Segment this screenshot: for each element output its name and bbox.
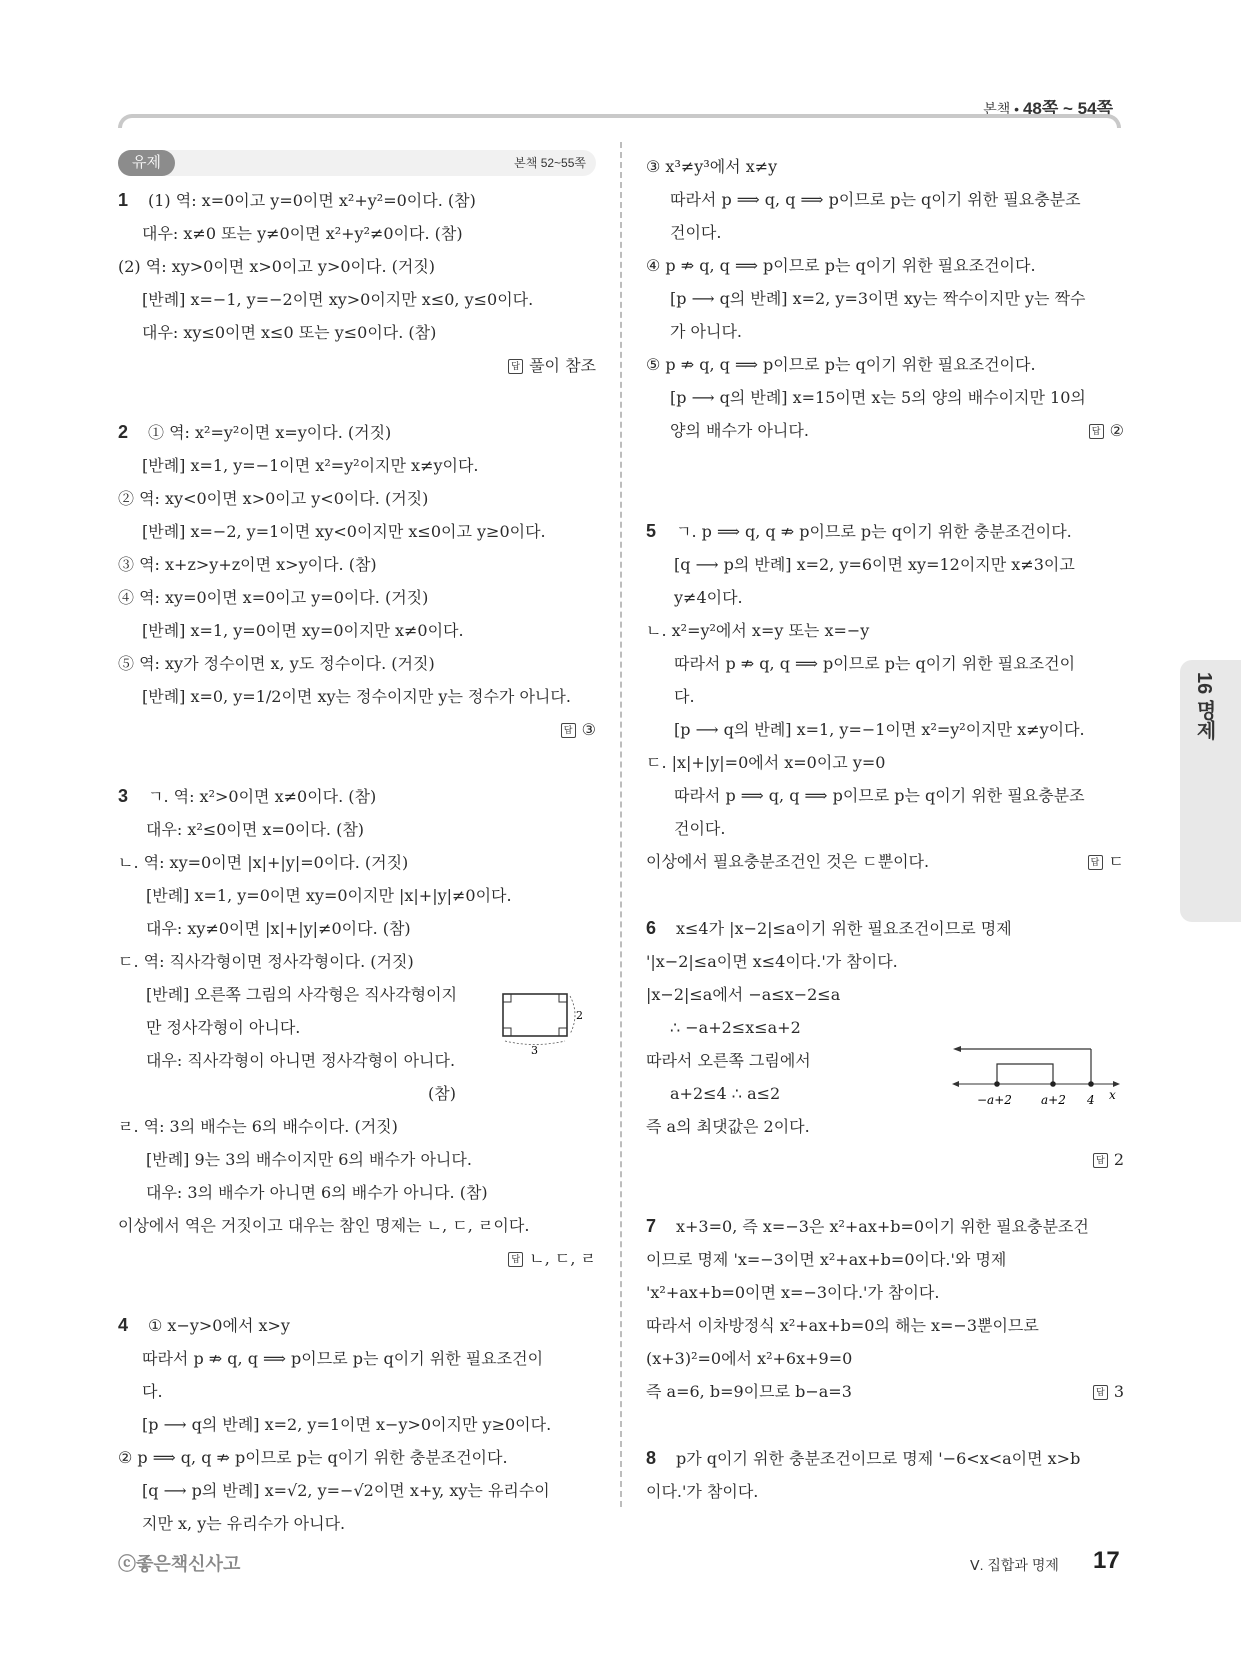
text-line: [646, 1475, 1124, 1508]
line-text: ① 역: x²=y²이면 x=y이다. (거짓): [148, 423, 392, 442]
text-line: [646, 282, 1124, 315]
text-line: [646, 845, 1124, 878]
text-line: [646, 249, 1124, 282]
line-text: '|x−2|≤a이면 x≤4이다.'가 참이다.: [646, 952, 898, 971]
answer-icon: 답: [1093, 1385, 1108, 1400]
line-text: x≤4가 |x−2|≤a이기 위한 필요조건이므로 명제: [676, 919, 1012, 938]
line-text: [반례] x=1, y=−1이면 x²=y²이지만 x≠y이다.: [142, 456, 479, 475]
left-lines: [118, 184, 596, 1540]
line-text: 따라서 p ⇏ q, q ⟹ p이므로 p는 q이기 위한 필요조건이: [142, 1349, 544, 1368]
line-text: 이다.'가 참이다.: [646, 1482, 759, 1501]
answer-text: ②: [1109, 421, 1124, 440]
line-text: 만 정사각형이 아니다.: [146, 1018, 301, 1037]
answer-line: [118, 349, 596, 382]
line-text: 가 아니다.: [670, 322, 742, 341]
line-text: 이상에서 필요충분조건인 것은 ㄷ뿐이다.: [646, 852, 930, 871]
left-column: [118, 150, 596, 1540]
line-text: ㄹ. 역: 3의 배수는 6의 배수이다. (거짓): [118, 1117, 398, 1136]
footer-brand: ⓒ좋은책신사고: [118, 1554, 241, 1574]
text-line: [118, 548, 596, 581]
line-text: 대우: xy≠0이면 |x|+|y|≠0이다. (참): [146, 919, 411, 938]
label-4: 4: [1087, 1093, 1095, 1107]
text-line: [118, 515, 596, 548]
text-line: [646, 1309, 1124, 1342]
text-line: [118, 1342, 596, 1375]
text-line: [118, 780, 596, 813]
text-line: [118, 846, 596, 879]
line-text: 따라서 p ⇏ q, q ⟹ p이므로 p는 q이기 위한 필요조건이: [674, 654, 1076, 673]
text-line: [118, 217, 596, 250]
text-line: [118, 416, 596, 449]
header-pages: 48쪽 ~ 54쪽: [1022, 99, 1113, 118]
text-line: [646, 515, 1124, 548]
problem-number: 1: [118, 190, 129, 210]
text-line: [646, 680, 1124, 713]
column-divider: [620, 142, 622, 1507]
line-text: ⑤ p ⇏ q, q ⟹ p이므로 p는 q이기 위한 필요조건이다.: [646, 355, 1036, 374]
text-line: [118, 680, 596, 713]
text-line: [118, 1474, 596, 1507]
text-line: [118, 1507, 596, 1540]
text-line: [646, 713, 1124, 746]
line-text: [반례] x=1, y=0이면 xy=0이지만 |x|+|y|≠0이다.: [146, 886, 512, 905]
inline-answer: [1093, 1375, 1124, 1408]
side-length-label: 2: [576, 1009, 583, 1022]
dimension-arcs: [505, 996, 575, 1045]
answer-icon: 답: [1089, 424, 1104, 439]
header-prefix: 본책 •: [983, 101, 1023, 117]
text-line: [646, 945, 1124, 978]
line-text: ∴ −a+2≤x≤a+2: [670, 1018, 801, 1037]
section-gap: [646, 878, 1124, 912]
text-line: [646, 1011, 1124, 1044]
line-text: ① x−y>0에서 x>y: [148, 1316, 290, 1335]
line-text: 따라서 p ⟹ q, q ⟹ p이므로 p는 q이기 위한 필요충분조: [674, 786, 1085, 805]
page-number: 17: [1093, 1547, 1120, 1574]
line-text: 이상에서 역은 거짓이고 대우는 참인 명제는 ㄴ, ㄷ, ㄹ이다.: [118, 1216, 530, 1235]
line-text: 양의 배수가 아니다.: [670, 421, 809, 440]
line-text: 다.: [674, 687, 695, 706]
text-line: [118, 250, 596, 283]
line-text: ㄷ. 역: 직사각형이면 정사각형이다. (거짓): [118, 952, 414, 971]
line-text: [반례] x=0, y=1/2이면 xy는 정수이지만 y는 정수가 아니다.: [142, 687, 571, 706]
line-text: 대우: x≠0 또는 y≠0이면 x²+y²≠0이다. (참): [142, 224, 463, 243]
answer-icon: 답: [508, 359, 523, 374]
text-line: [646, 746, 1124, 779]
answer-icon: 답: [508, 1252, 523, 1267]
section-gap: [646, 1408, 1124, 1442]
text-line: [118, 1110, 596, 1143]
answer-icon: 답: [1093, 1153, 1108, 1168]
text-line: [118, 912, 596, 945]
problem-number: 3: [118, 786, 129, 806]
interval-bracket: [997, 1064, 1053, 1084]
text-line: [118, 1209, 596, 1242]
text-line: [118, 614, 596, 647]
problem-number: 2: [118, 422, 129, 442]
rectangle: [503, 994, 567, 1036]
line-text: 대우: 직사각형이 아니면 정사각형이 아니다.: [146, 1051, 456, 1070]
line-text: [반례] x=−2, y=1이면 xy<0이지만 x≤0이고 y≥0이다.: [142, 522, 546, 541]
number-line-figure: [949, 1044, 1124, 1114]
line-text: y≠4이다.: [674, 588, 743, 607]
answer-text: 3: [1113, 1382, 1124, 1401]
line-text: |x−2|≤a에서 −a≤x−2≤a: [646, 985, 841, 1004]
line-text: [q ⟶ p의 반례] x=√2, y=−√2이면 x+y, xy는 유리수이: [142, 1481, 550, 1500]
text-line: [646, 1110, 1124, 1143]
line-text: ④ p ⇏ q, q ⟹ p이므로 p는 q이기 위한 필요조건이다.: [646, 256, 1036, 275]
inline-answer: [1088, 845, 1124, 878]
text-line: [646, 779, 1124, 812]
text-line: [118, 945, 596, 978]
text-line: [646, 1210, 1124, 1243]
bottom-length-label: 3: [531, 1044, 538, 1056]
section-gap: [646, 1176, 1124, 1210]
text-line: [118, 1077, 596, 1110]
line-text: ㄱ. 역: x²>0이면 x≠0이다. (참): [148, 787, 377, 806]
section-gap: [118, 382, 596, 416]
answer-line: [118, 1242, 596, 1275]
answer-text: ㄴ, ㄷ, ㄹ: [529, 1249, 596, 1268]
answer-text: 2: [1113, 1150, 1124, 1169]
text-line: [118, 647, 596, 680]
line-text: ㄱ. p ⟹ q, q ⇏ p이므로 p는 q이기 위한 충분조건이다.: [676, 522, 1072, 541]
line-text: [p ⟶ q의 반례] x=15이면 x는 5의 양의 배수이지만 10의: [670, 388, 1086, 407]
text-line: [118, 1143, 596, 1176]
side-tab-label: 16 명제: [1193, 672, 1215, 740]
right-column: [646, 150, 1124, 1508]
point-a-plus-2: [1050, 1081, 1056, 1087]
problem-number: 5: [646, 521, 657, 541]
footer-chapter: Ⅴ. 집합과 명제: [970, 1557, 1059, 1573]
text-line: [646, 581, 1124, 614]
text-line: [118, 1408, 596, 1441]
text-line: [646, 414, 1124, 447]
line-text: [반례] x=1, y=0이면 xy=0이지만 x≠0이다.: [142, 621, 464, 640]
label-x: x: [1109, 1088, 1116, 1102]
text-line: [118, 184, 596, 217]
line-text: [p ⟶ q의 반례] x=2, y=1이면 x−y>0이지만 y≥0이다.: [142, 1415, 552, 1434]
text-line: [646, 1276, 1124, 1309]
section-gap: [646, 481, 1124, 515]
line-text: p가 q이기 위한 충분조건이므로 명제 '−6<x<a이면 x>b: [676, 1449, 1081, 1468]
text-line: [118, 1375, 596, 1408]
rectangle-figure: [498, 986, 588, 1056]
line-text: 지만 x, y는 유리수가 아니다.: [142, 1514, 346, 1533]
line-text: 따라서 이차방정식 x²+ax+b=0의 해는 x=−3뿐이므로: [646, 1316, 1039, 1335]
text-line: [646, 978, 1124, 1011]
text-line: [118, 581, 596, 614]
top-rule: [118, 114, 1121, 128]
answer-text: ㄷ: [1108, 852, 1124, 871]
answer-icon: 답: [1088, 855, 1103, 870]
line-text: 즉 a의 최댓값은 2이다.: [646, 1117, 810, 1136]
line-text: [q ⟶ p의 반례] x=2, y=6이면 xy=12이지만 x≠3이고: [674, 555, 1075, 574]
text-line: [118, 1309, 596, 1342]
answer-line: [118, 713, 596, 746]
text-line: [646, 315, 1124, 348]
line-text: ④ 역: xy=0이면 x=0이고 y=0이다. (거짓): [118, 588, 429, 607]
line-text: ③ 역: x+z>y+z이면 x>y이다. (참): [118, 555, 377, 574]
text-line: [646, 216, 1124, 249]
answer-line: [646, 1143, 1124, 1176]
right-lines: [646, 150, 1124, 1508]
text-line: [118, 283, 596, 316]
text-line: [118, 813, 596, 846]
line-text: x+3=0, 즉 x=−3은 x²+ax+b=0이기 위한 필요충분조건: [676, 1217, 1089, 1236]
problem-number: 8: [646, 1448, 657, 1468]
text-line: [646, 183, 1124, 216]
line-text: [p ⟶ q의 반례] x=2, y=3이면 xy는 짝수이지만 y는 짝수: [670, 289, 1086, 308]
text-line: [646, 348, 1124, 381]
text-line: [646, 1342, 1124, 1375]
line-text: 대우: 3의 배수가 아니면 6의 배수가 아니다. (참): [146, 1183, 488, 1202]
line-text: (x+3)²=0에서 x²+6x+9=0: [646, 1349, 853, 1368]
answer-icon: 답: [561, 723, 576, 738]
x-le-4-arrowhead: [953, 1046, 961, 1052]
line-text: 건이다.: [674, 819, 726, 838]
point-4: [1088, 1081, 1094, 1087]
line-text: (2) 역: xy>0이면 x>0이고 y>0이다. (거짓): [118, 257, 436, 276]
yuje-ref: 본책 52~55쪽: [514, 156, 586, 170]
text-line: [646, 614, 1124, 647]
line-text: 건이다.: [670, 223, 722, 242]
line-text: 'x²+ax+b=0이면 x=−3이다.'가 참이다.: [646, 1283, 940, 1302]
line-text: a+2≤4 ∴ a≤2: [670, 1084, 781, 1103]
text-line: [646, 812, 1124, 845]
problem-number: 7: [646, 1216, 657, 1236]
text-line: [118, 1441, 596, 1474]
text-line: [646, 647, 1124, 680]
line-text: ② 역: xy<0이면 x>0이고 y<0이다. (거짓): [118, 489, 429, 508]
text-line: [646, 1375, 1124, 1408]
section-gap: [118, 746, 596, 780]
answer-text: ③: [581, 720, 596, 739]
problem-number: 6: [646, 918, 657, 938]
line-text: 따라서 p ⟹ q, q ⟹ p이므로 p는 q이기 위한 필요충분조: [670, 190, 1081, 209]
text-line: [646, 912, 1124, 945]
line-text: ㄷ. |x|+|y|=0에서 x=0이고 y=0: [646, 753, 886, 772]
point-minus-a-plus-2: [994, 1081, 1000, 1087]
line-text: [반례] 오른쪽 그림의 사각형은 직사각형이지: [146, 985, 458, 1004]
line-text: [p ⟶ q의 반례] x=1, y=−1이면 x²=y²이지만 x≠y이다.: [674, 720, 1085, 739]
section-gap: [646, 447, 1124, 481]
line-text: [반례] x=−1, y=−2이면 xy>0이지만 x≤0, y≤0이다.: [142, 290, 534, 309]
line-text: 다.: [142, 1382, 163, 1401]
line-text: ③ x³≠y³에서 x≠y: [646, 157, 778, 176]
line-text: 즉 a=6, b=9이므로 b−a=3: [646, 1382, 852, 1401]
yuje-bar: [118, 150, 596, 176]
line-text: ② p ⟹ q, q ⇏ p이므로 p는 q이기 위한 충분조건이다.: [118, 1448, 508, 1467]
line-text: ⑤ 역: xy가 정수이면 x, y도 정수이다. (거짓): [118, 654, 435, 673]
inline-answer: [1089, 414, 1124, 447]
line-text: ㄴ. 역: xy=0이면 |x|+|y|=0이다. (거짓): [118, 853, 409, 872]
text-line: [646, 548, 1124, 581]
text-line: [118, 879, 596, 912]
yuje-badge: 유제: [118, 150, 175, 176]
line-text: 대우: x²≤0이면 x=0이다. (참): [146, 820, 365, 839]
problem-number: 4: [118, 1315, 129, 1335]
line-text: [반례] 9는 3의 배수이지만 6의 배수가 아니다.: [146, 1150, 472, 1169]
answer-text: 풀이 참조: [529, 356, 596, 375]
label-a-plus-2: a+2: [1041, 1093, 1066, 1107]
line-text: ㄴ. x²=y²에서 x=y 또는 x=−y: [646, 621, 870, 640]
line-text: 이므로 명제 'x=−3이면 x²+ax+b=0이다.'와 명제: [646, 1250, 1007, 1269]
text-line: [118, 316, 596, 349]
text-line: [118, 449, 596, 482]
text-line: [646, 1243, 1124, 1276]
section-gap: [118, 1275, 596, 1309]
right-angle-marks: [503, 994, 567, 1036]
line-text: (1) 역: x=0이고 y=0이면 x²+y²=0이다. (참): [148, 191, 476, 210]
side-tab[interactable]: [1180, 660, 1241, 922]
line-text: (참): [428, 1084, 456, 1103]
text-line: [118, 1176, 596, 1209]
text-line: [646, 1442, 1124, 1475]
text-line: [646, 381, 1124, 414]
line-text: 따라서 오른쪽 그림에서: [646, 1051, 811, 1070]
line-text: 대우: xy≤0이면 x≤0 또는 y≤0이다. (참): [142, 323, 437, 342]
text-line: [118, 482, 596, 515]
label-minus-a-plus-2: −a+2: [977, 1093, 1012, 1107]
text-line: [646, 150, 1124, 183]
x-le-4-ray: [959, 1049, 1091, 1084]
